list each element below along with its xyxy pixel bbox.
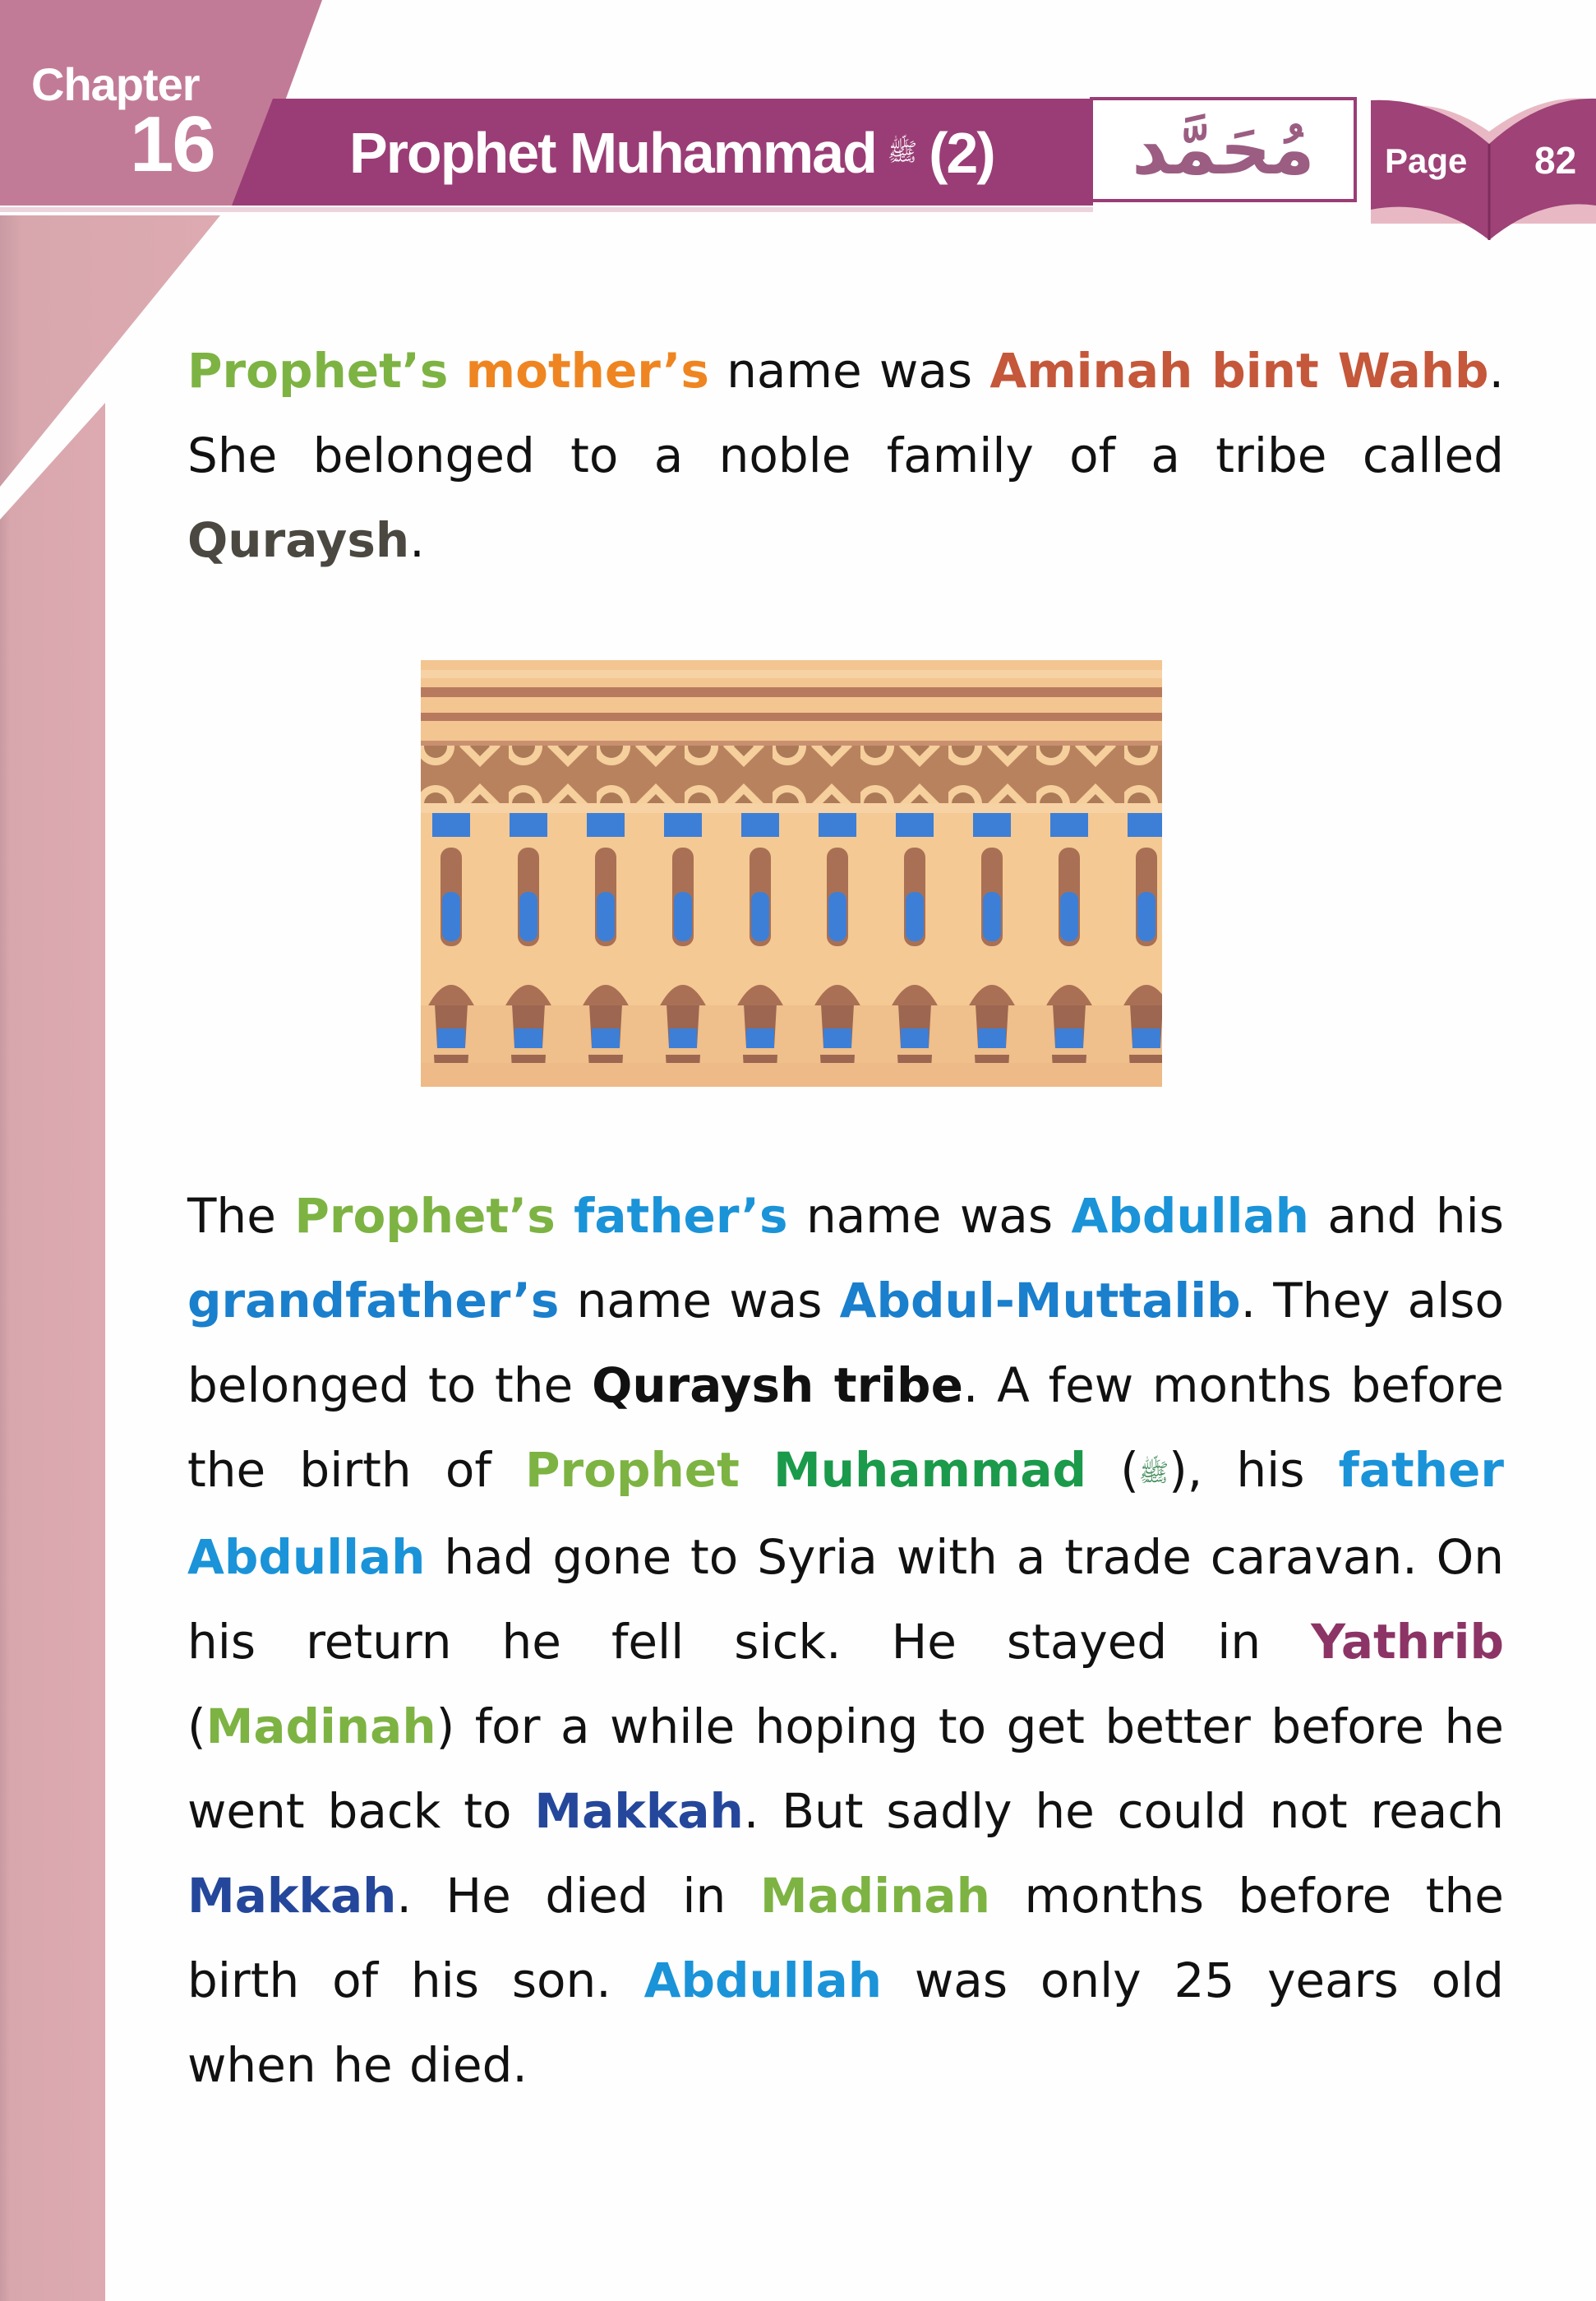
text-span: name was [708, 343, 990, 399]
text-span: ( [187, 1698, 206, 1755]
text-span: The [187, 1188, 295, 1244]
text-span: ) for a while hoping to get better before he went back to [187, 1698, 1504, 1840]
highlight-muhammad: Muhammad [773, 1442, 1086, 1498]
chapter-label: Chapter [31, 58, 200, 110]
text-span: was only 25 years old when he died. [187, 1952, 1504, 2094]
text-span: and his [1308, 1188, 1505, 1244]
paragraph-father [187, 1174, 1504, 2108]
text-span: ( [1086, 1442, 1139, 1498]
highlight-quraysh-tribe: Quraysh tribe [592, 1357, 963, 1413]
left-side-strip [0, 403, 105, 2301]
highlight-father-abdullah: father Abdullah [187, 1442, 1504, 1586]
highlight-quraysh: Quraysh [187, 512, 410, 568]
highlight-yathrib: Yathrib [1311, 1614, 1504, 1670]
highlight-prophet: Prophet [524, 1442, 740, 1498]
text-span: ), his [1169, 1442, 1339, 1498]
page-title [349, 112, 994, 194]
text-span: . She belonged to a noble family of a tribe called [187, 343, 1504, 483]
text-span [448, 343, 465, 399]
text-span: . [409, 512, 425, 568]
text-span [740, 1442, 773, 1498]
text-span: . A few months before the birth of [187, 1357, 1504, 1498]
arabic-name-box [1090, 97, 1357, 202]
highlight-grandfathers: grandfather’s [187, 1273, 560, 1328]
page-title-part: (2) [929, 121, 994, 185]
highlight-prophets: Prophet’s [294, 1188, 556, 1244]
page-label: Page [1385, 141, 1468, 180]
paragraph-mother [187, 329, 1504, 583]
text-span: had gone to Syria with a trade caravan. On his return he fell sick. He stayed in [187, 1529, 1504, 1670]
text-span: . He died in [396, 1868, 760, 1924]
text-span: name was [787, 1188, 1072, 1244]
page-title-text: Prophet Muhammad [349, 121, 876, 185]
highlight-aminah: Aminah bint Wahb [989, 343, 1489, 399]
pbuh-honorific-icon: ﷺ [887, 138, 918, 167]
highlight-prophets: Prophet’s [187, 343, 449, 399]
chapter-number: 16 [130, 100, 214, 188]
pbuh-inline-icon: ﷺ [1138, 1458, 1169, 1488]
text-span: name was [559, 1273, 840, 1328]
highlight-abdullah: Abdullah [1071, 1188, 1309, 1244]
highlight-makkah: Makkah [187, 1868, 397, 1924]
highlight-mothers: mother’s [465, 343, 709, 399]
highlight-makkah: Makkah [534, 1783, 744, 1840]
highlight-fathers: father’s [574, 1188, 788, 1244]
text-span: months before the birth of his son. [187, 1868, 1504, 2009]
text-span: . But sadly he could not reach [743, 1783, 1504, 1840]
page-number: 82 [1534, 139, 1577, 182]
text-span [556, 1188, 574, 1244]
highlight-madinah: Madinah [759, 1868, 990, 1924]
highlight-madinah: Madinah [205, 1698, 436, 1755]
arabic-name: مُحَمَّد [1132, 109, 1315, 191]
frieze-graphic [421, 660, 1162, 1087]
highlight-abdul-muttalib: Abdul-Muttalib [839, 1273, 1241, 1328]
text-span: . They also belonged to the [187, 1273, 1504, 1413]
highlight-abdullah: Abdullah [643, 1952, 882, 2009]
decorative-frieze-image [421, 660, 1162, 1087]
